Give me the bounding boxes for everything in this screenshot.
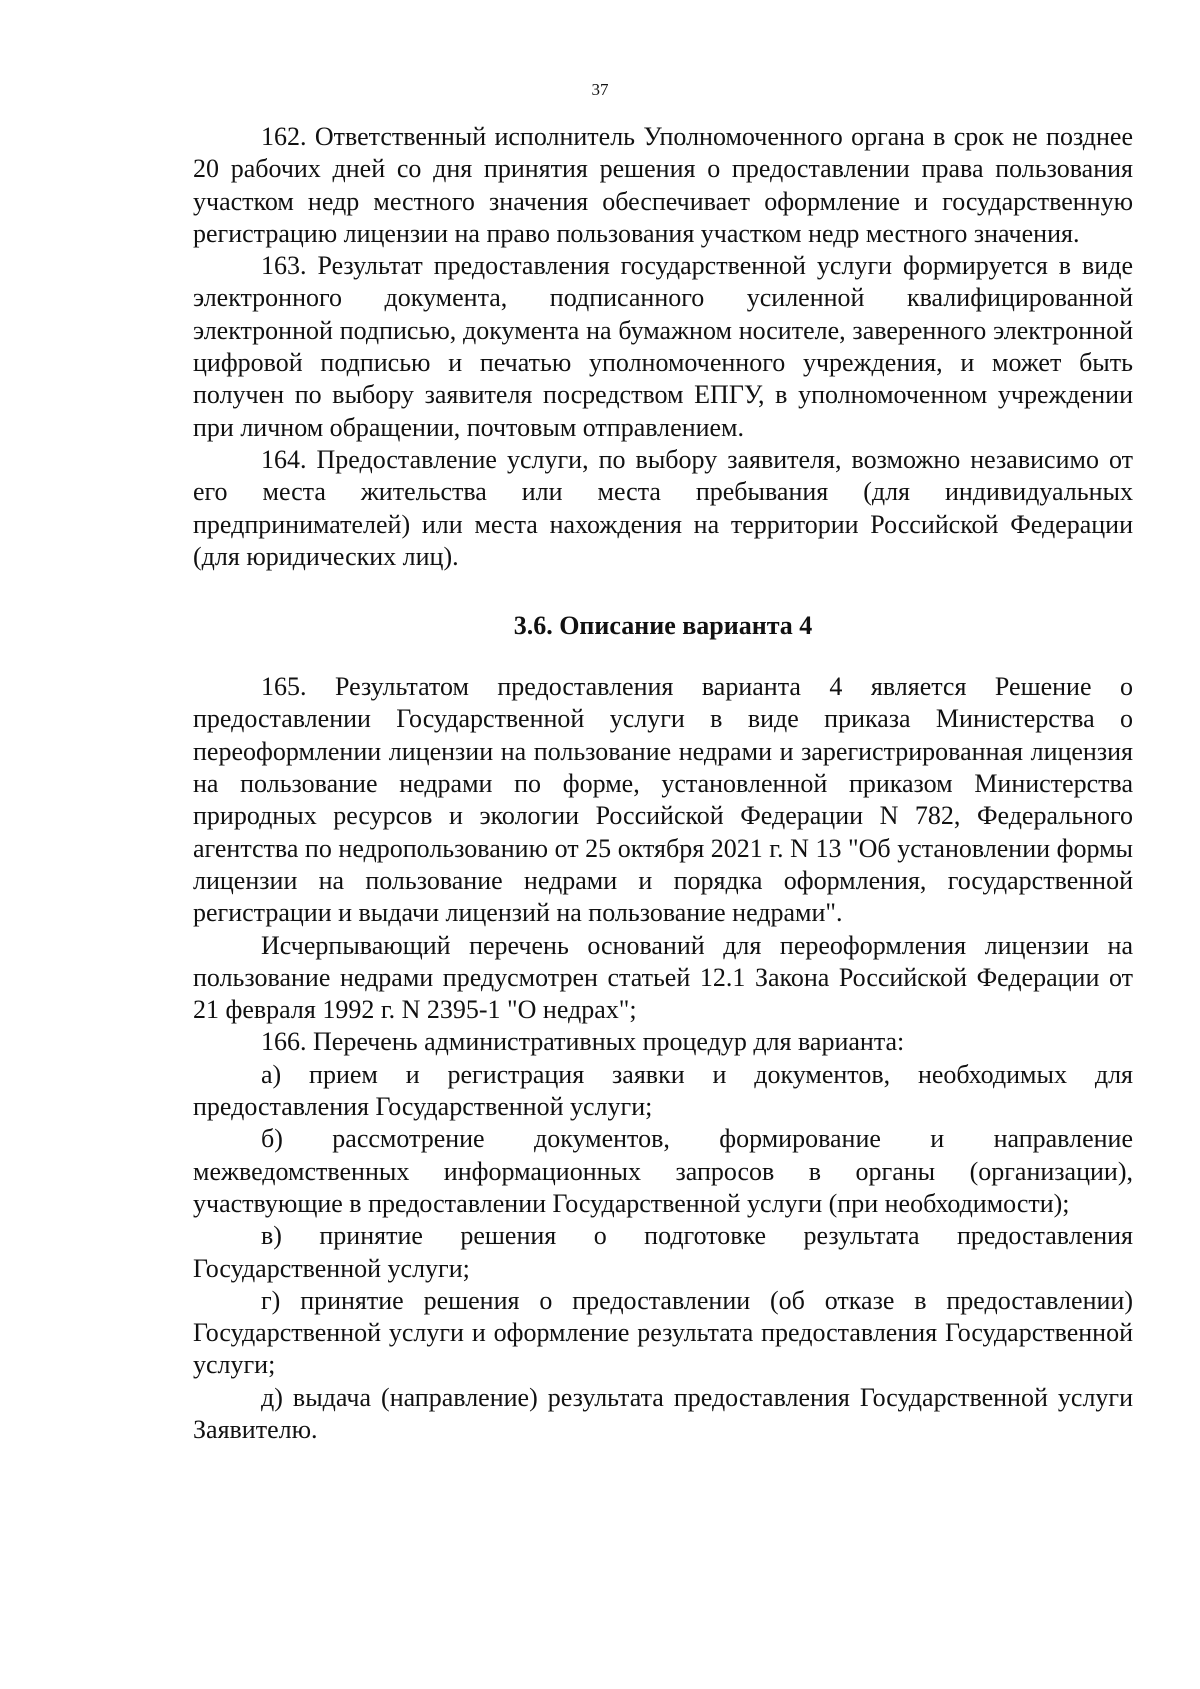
list-item-d: д) выдача (направление) результата предоставления Государственной услуги Заявителю. — [193, 1382, 1133, 1444]
list-item-a: а) прием и регистрация заявки и документов, необходимых для предоставления Государственной услуги; — [193, 1059, 1133, 1122]
paragraph-165: 165. Результатом предоставления варианта 4 является Решение о предоставлении Государственной услуги в виде приказа Министерства о переоформлении лицензии на пользование недрами и зарегистрированная лицензия на пользование недрами по форме, установленной приказом Министерства природных ресурсов и экологии Российской Федерации N 782, Федерального агентства по недропользованию от 25 октября 2021 г. N 13 "Об установлении формы лицензии на пользование недрами и порядка оформления, государственной регистрации и выдачи лицензий на пользование недрами". — [193, 672, 1133, 928]
section-heading: 3.6. Описание варианта 4 — [513, 611, 813, 641]
paragraph-163: 163. Результат предоставления государственной услуги формируется в виде электронного документа, подписанного усиленной квалифицированной электронной подписью, документа на бумажном носителе, заверенного электронной цифровой подписью и печатью уполномоченного учреждения, и может быть получен по выбору заявителя посредством ЕПГУ, в уполномоченном учреждении при личном обращении, почтовым отправлением. — [193, 251, 1133, 442]
list-item-v: в) принятие решения о подготовке результата предоставления Государственной услуги; — [193, 1221, 1133, 1283]
paragraph-162: 162. Ответственный исполнитель Уполномоченного органа в срок не позднее 20 рабочих дней со дня принятия решения о предоставлении права пользования участком недр местного значения обеспечивает оформление и государственную регистрацию лицензии на право пользования участком недр местного значения. — [193, 122, 1133, 248]
page-number: 37 — [591, 80, 609, 99]
paragraph-grounds-list: Исчерпывающий перечень оснований для переоформления лицензии на пользование недрами предусмотрен статьей 12.1 Закона Российской Федерации от 21 февраля 1992 г. N 2395-1 "О недрах"; — [193, 930, 1133, 1025]
list-item-g: г) принятие решения о предоставлении (об отказе в предоставлении) Государственной услуги и оформление результата предоставления Государственной услуги; — [193, 1285, 1133, 1380]
paragraph-164: 164. Предоставление услуги, по выбору заявителя, возможно независимо от его места жительства или места пребывания (для индивидуальных предпринимателей) или места нахождения на территории Российской Федерации (для юридических лиц). — [193, 444, 1133, 571]
document-body — [193, 121, 1133, 1446]
list-item-b: б) рассмотрение документов, формирование и направление межведомственных информационных запросов в органы (организации), участвующие в предоставлении Государственной услуги (при необходимости); — [193, 1124, 1133, 1218]
paragraph-166: 166. Перечень административных процедур для варианта: — [261, 1027, 905, 1057]
